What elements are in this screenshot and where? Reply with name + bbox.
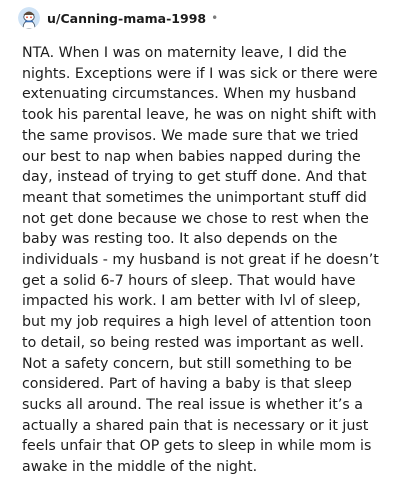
comment-header — [18, 5, 218, 31]
comment-body: NTA. When I was on maternity leave, I did the nights. Exceptions were if I was sick or there were extenuating circumstances. When my husband took his parental leave, he was on night shift with the same provisos. We made sure that we tried our best to nap when babies napped during the day, instead of trying to get stuff done. And that meant that sometimes the unimportant stuff did not get done because we chose to rest when the baby was resting too. It also depends on the individuals - my husband is not great if he doesn’t get a solid 6-7 hours of sleep. That would have impacted his work. I am better with lvl of sleep, but my job requires a high level of attention toon to detail, so being rested was important as well. Not a safety concern, but still something to be considered. Part of having a baby is that sleep sucks all around. The real issue is whether it’s a actually a shared pain that is necessary or it just feels unfair that OP gets to sleep in while mom is awake in the middle of the night. — [22, 45, 379, 476]
snoo-avatar-icon[interactable] — [18, 7, 40, 29]
separator-dot: • — [211, 11, 219, 25]
username-link[interactable]: u/Canning-mama-1998 — [47, 10, 207, 26]
